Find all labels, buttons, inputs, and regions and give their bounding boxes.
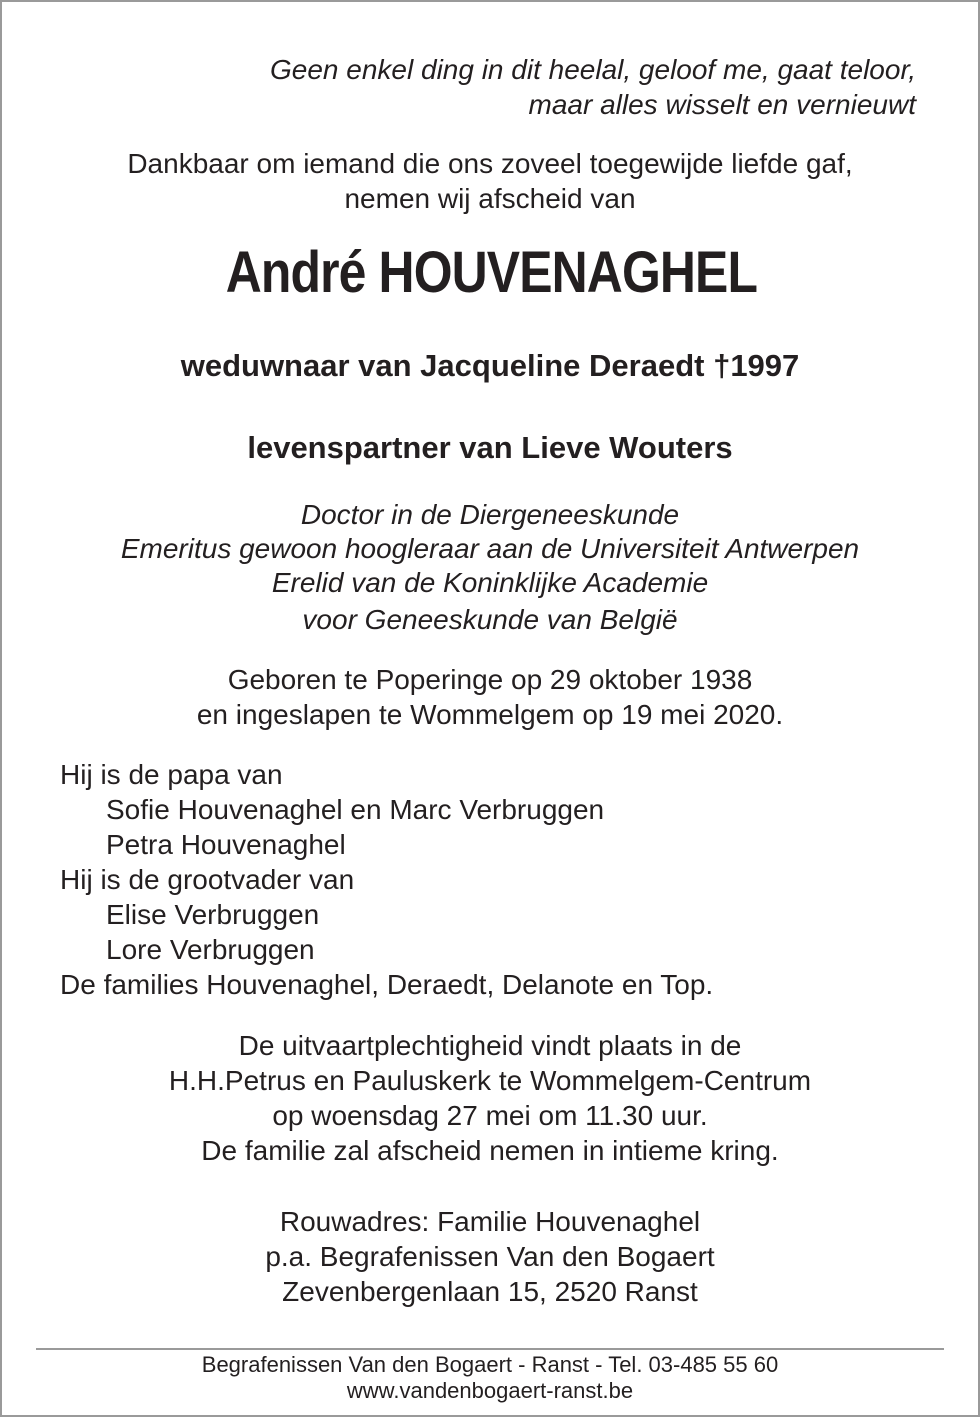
address-line-3: Zevenbergenlaan 15, 2520 Ranst bbox=[282, 1276, 698, 1307]
deceased-name: André HOUVENAGHEL bbox=[225, 240, 758, 305]
quote-line-1: Geen enkel ding in dit heelal, geloof me, gaat teloor, bbox=[270, 54, 916, 85]
title-line-3: Erelid van de Koninklijke Academie bbox=[271, 567, 709, 598]
papa-label: Hij is de papa van bbox=[60, 759, 283, 790]
grandchild-1: Elise Verbruggen bbox=[106, 899, 320, 930]
intro-line-1: Dankbaar om iemand die ons zoveel toegewijde liefde gaf, bbox=[127, 148, 853, 179]
ceremony-line-1: De uitvaartplechtigheid vindt plaats in de bbox=[238, 1030, 742, 1061]
families-line: De families Houvenaghel, Deraedt, Delanote en Top. bbox=[60, 969, 714, 1000]
ceremony-line-3: op woensdag 27 mei om 11.30 uur. bbox=[272, 1100, 708, 1131]
grandfather-label: Hij is de grootvader van bbox=[60, 864, 355, 895]
child-1: Sofie Houvenaghel en Marc Verbruggen bbox=[106, 794, 605, 825]
address-line-2: p.a. Begrafenissen Van den Bogaert bbox=[265, 1241, 715, 1272]
intro-line-2: nemen wij afscheid van bbox=[344, 183, 636, 214]
death-line: en ingeslapen te Wommelgem op 19 mei 2020. bbox=[196, 699, 784, 730]
title-line-2: Emeritus gewoon hoogleraar aan de Universiteit Antwerpen bbox=[120, 533, 860, 564]
title-line-1: Doctor in de Diergeneeskunde bbox=[300, 499, 680, 530]
ceremony-line-2: H.H.Petrus en Pauluskerk te Wommelgem-Centrum bbox=[168, 1065, 812, 1096]
footer-website[interactable]: www.vandenbogaert-ranst.be bbox=[346, 1378, 634, 1403]
address-line-1: Rouwadres: Familie Houvenaghel bbox=[279, 1206, 701, 1237]
partner-line: levenspartner van Lieve Wouters bbox=[247, 430, 733, 465]
grandchild-2: Lore Verbruggen bbox=[106, 934, 315, 965]
child-2: Petra Houvenaghel bbox=[106, 829, 346, 860]
widower-line: weduwnaar van Jacqueline Deraedt †1997 bbox=[180, 348, 800, 383]
ceremony-line-4: De familie zal afscheid nemen in intieme kring. bbox=[201, 1135, 779, 1166]
footer-line-1: Begrafenissen Van den Bogaert - Ranst - Tel. 03-485 55 60 bbox=[201, 1352, 779, 1377]
title-line-4: voor Geneeskunde van België bbox=[302, 604, 678, 635]
footer-divider bbox=[36, 1348, 944, 1350]
quote-line-2: maar alles wisselt en vernieuwt bbox=[528, 89, 916, 120]
birth-line: Geboren te Poperinge op 29 oktober 1938 bbox=[227, 664, 753, 695]
